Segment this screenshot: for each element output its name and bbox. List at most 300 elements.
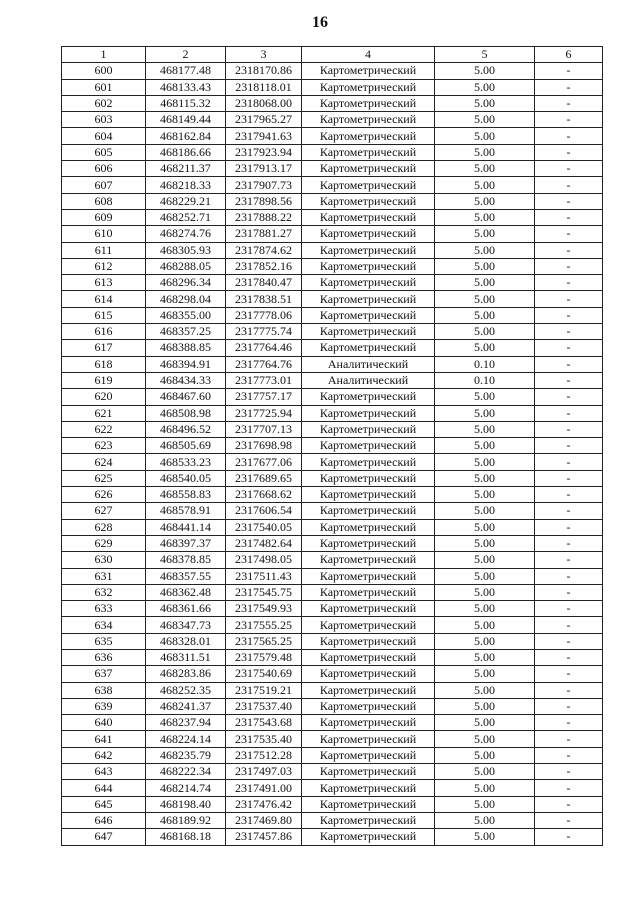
table-row <box>62 356 603 372</box>
description-cell: - <box>535 503 603 519</box>
x-coordinate-cell: 468357.55 <box>146 568 226 584</box>
column-header: 5 <box>435 47 535 63</box>
description-cell: - <box>535 731 603 747</box>
description-cell: - <box>535 568 603 584</box>
y-coordinate-cell: 2317773.01 <box>226 372 302 388</box>
y-coordinate-cell: 2317698.98 <box>226 438 302 454</box>
accuracy-cell: 5.00 <box>435 747 535 763</box>
method-cell: Картометрический <box>302 519 435 535</box>
column-header: 6 <box>535 47 603 63</box>
y-coordinate-cell: 2317549.93 <box>226 601 302 617</box>
accuracy-cell: 5.00 <box>435 470 535 486</box>
point-number-cell: 625 <box>62 470 146 486</box>
point-number-cell: 637 <box>62 666 146 682</box>
method-cell: Картометрический <box>302 617 435 633</box>
table-row <box>62 698 603 714</box>
description-cell: - <box>535 764 603 780</box>
x-coordinate-cell: 468235.79 <box>146 747 226 763</box>
method-cell: Картометрический <box>302 633 435 649</box>
table-row <box>62 454 603 470</box>
description-cell: - <box>535 340 603 356</box>
method-cell: Картометрический <box>302 535 435 551</box>
point-number-cell: 623 <box>62 438 146 454</box>
description-cell: - <box>535 454 603 470</box>
method-cell: Картометрический <box>302 193 435 209</box>
point-number-cell: 643 <box>62 764 146 780</box>
method-cell: Картометрический <box>302 649 435 665</box>
accuracy-cell: 5.00 <box>435 389 535 405</box>
accuracy-cell: 5.00 <box>435 193 535 209</box>
point-number-cell: 631 <box>62 568 146 584</box>
point-number-cell: 607 <box>62 177 146 193</box>
y-coordinate-cell: 2317606.54 <box>226 503 302 519</box>
point-number-cell: 618 <box>62 356 146 372</box>
point-number-cell: 604 <box>62 128 146 144</box>
table-row <box>62 666 603 682</box>
table-row <box>62 617 603 633</box>
y-coordinate-cell: 2317540.69 <box>226 666 302 682</box>
x-coordinate-cell: 468214.74 <box>146 780 226 796</box>
accuracy-cell: 5.00 <box>435 112 535 128</box>
method-cell: Картометрический <box>302 438 435 454</box>
y-coordinate-cell: 2317668.62 <box>226 487 302 503</box>
method-cell: Картометрический <box>302 291 435 307</box>
y-coordinate-cell: 2317457.86 <box>226 829 302 845</box>
accuracy-cell: 5.00 <box>435 829 535 845</box>
x-coordinate-cell: 468222.34 <box>146 764 226 780</box>
y-coordinate-cell: 2317775.74 <box>226 324 302 340</box>
y-coordinate-cell: 2317555.25 <box>226 617 302 633</box>
accuracy-cell: 5.00 <box>435 177 535 193</box>
x-coordinate-cell: 468241.37 <box>146 698 226 714</box>
description-cell: - <box>535 552 603 568</box>
point-number-cell: 647 <box>62 829 146 845</box>
description-cell: - <box>535 405 603 421</box>
method-cell: Картометрический <box>302 307 435 323</box>
x-coordinate-cell: 468441.14 <box>146 519 226 535</box>
accuracy-cell: 5.00 <box>435 666 535 682</box>
y-coordinate-cell: 2317888.22 <box>226 209 302 225</box>
table-row <box>62 584 603 600</box>
x-coordinate-cell: 468578.91 <box>146 503 226 519</box>
table-row <box>62 161 603 177</box>
method-cell: Картометрический <box>302 324 435 340</box>
accuracy-cell: 5.00 <box>435 275 535 291</box>
accuracy-cell: 5.00 <box>435 95 535 111</box>
method-cell: Картометрический <box>302 112 435 128</box>
point-number-cell: 645 <box>62 796 146 812</box>
accuracy-cell: 5.00 <box>435 161 535 177</box>
x-coordinate-cell: 468347.73 <box>146 617 226 633</box>
description-cell: - <box>535 812 603 828</box>
method-cell: Картометрический <box>302 177 435 193</box>
y-coordinate-cell: 2317540.05 <box>226 519 302 535</box>
x-coordinate-cell: 468237.94 <box>146 715 226 731</box>
point-number-cell: 629 <box>62 535 146 551</box>
table-row <box>62 812 603 828</box>
point-number-cell: 644 <box>62 780 146 796</box>
point-number-cell: 640 <box>62 715 146 731</box>
y-coordinate-cell: 2318170.86 <box>226 63 302 79</box>
point-number-cell: 636 <box>62 649 146 665</box>
method-cell: Картометрический <box>302 715 435 731</box>
method-cell: Картометрический <box>302 568 435 584</box>
y-coordinate-cell: 2317565.25 <box>226 633 302 649</box>
accuracy-cell: 5.00 <box>435 487 535 503</box>
description-cell: - <box>535 95 603 111</box>
table-row <box>62 747 603 763</box>
accuracy-cell: 5.00 <box>435 633 535 649</box>
method-cell: Картометрический <box>302 747 435 763</box>
accuracy-cell: 5.00 <box>435 405 535 421</box>
table-row <box>62 144 603 160</box>
y-coordinate-cell: 2317511.43 <box>226 568 302 584</box>
accuracy-cell: 5.00 <box>435 128 535 144</box>
method-cell: Аналитический <box>302 372 435 388</box>
x-coordinate-cell: 468283.86 <box>146 666 226 682</box>
y-coordinate-cell: 2318118.01 <box>226 79 302 95</box>
table-row <box>62 405 603 421</box>
y-coordinate-cell: 2317852.16 <box>226 258 302 274</box>
x-coordinate-cell: 468162.84 <box>146 128 226 144</box>
method-cell: Картометрический <box>302 405 435 421</box>
x-coordinate-cell: 468305.93 <box>146 242 226 258</box>
x-coordinate-cell: 468168.18 <box>146 829 226 845</box>
point-number-cell: 646 <box>62 812 146 828</box>
y-coordinate-cell: 2317543.68 <box>226 715 302 731</box>
description-cell: - <box>535 258 603 274</box>
y-coordinate-cell: 2317482.64 <box>226 535 302 551</box>
y-coordinate-cell: 2317838.51 <box>226 291 302 307</box>
x-coordinate-cell: 468189.92 <box>146 812 226 828</box>
x-coordinate-cell: 468274.76 <box>146 226 226 242</box>
point-number-cell: 601 <box>62 79 146 95</box>
y-coordinate-cell: 2317469.80 <box>226 812 302 828</box>
y-coordinate-cell: 2317476.42 <box>226 796 302 812</box>
x-coordinate-cell: 468177.48 <box>146 63 226 79</box>
y-coordinate-cell: 2317923.94 <box>226 144 302 160</box>
point-number-cell: 626 <box>62 487 146 503</box>
method-cell: Картометрический <box>302 95 435 111</box>
description-cell: - <box>535 438 603 454</box>
table-row <box>62 731 603 747</box>
y-coordinate-cell: 2317965.27 <box>226 112 302 128</box>
method-cell: Картометрический <box>302 421 435 437</box>
description-cell: - <box>535 356 603 372</box>
table-row <box>62 764 603 780</box>
point-number-cell: 616 <box>62 324 146 340</box>
accuracy-cell: 5.00 <box>435 796 535 812</box>
x-coordinate-cell: 468218.33 <box>146 177 226 193</box>
description-cell: - <box>535 209 603 225</box>
description-cell: - <box>535 112 603 128</box>
table-row <box>62 258 603 274</box>
y-coordinate-cell: 2317689.65 <box>226 470 302 486</box>
point-number-cell: 634 <box>62 617 146 633</box>
table-row <box>62 552 603 568</box>
accuracy-cell: 5.00 <box>435 519 535 535</box>
accuracy-cell: 5.00 <box>435 715 535 731</box>
description-cell: - <box>535 307 603 323</box>
description-cell: - <box>535 226 603 242</box>
method-cell: Картометрический <box>302 340 435 356</box>
description-cell: - <box>535 177 603 193</box>
table-row <box>62 307 603 323</box>
accuracy-cell: 5.00 <box>435 226 535 242</box>
x-coordinate-cell: 468540.05 <box>146 470 226 486</box>
x-coordinate-cell: 468115.32 <box>146 95 226 111</box>
table-row <box>62 438 603 454</box>
x-coordinate-cell: 468229.21 <box>146 193 226 209</box>
x-coordinate-cell: 468467.60 <box>146 389 226 405</box>
x-coordinate-cell: 468252.71 <box>146 209 226 225</box>
x-coordinate-cell: 468252.35 <box>146 682 226 698</box>
point-number-cell: 619 <box>62 372 146 388</box>
method-cell: Картометрический <box>302 764 435 780</box>
point-number-cell: 638 <box>62 682 146 698</box>
y-coordinate-cell: 2317881.27 <box>226 226 302 242</box>
description-cell: - <box>535 682 603 698</box>
table-row <box>62 519 603 535</box>
x-coordinate-cell: 468505.69 <box>146 438 226 454</box>
y-coordinate-cell: 2317725.94 <box>226 405 302 421</box>
description-cell: - <box>535 780 603 796</box>
table-row <box>62 340 603 356</box>
accuracy-cell: 5.00 <box>435 242 535 258</box>
x-coordinate-cell: 468311.51 <box>146 649 226 665</box>
y-coordinate-cell: 2317898.56 <box>226 193 302 209</box>
table-row <box>62 601 603 617</box>
description-cell: - <box>535 796 603 812</box>
y-coordinate-cell: 2317707.13 <box>226 421 302 437</box>
y-coordinate-cell: 2317512.28 <box>226 747 302 763</box>
table-header-row <box>62 47 603 63</box>
description-cell: - <box>535 275 603 291</box>
x-coordinate-cell: 468496.52 <box>146 421 226 437</box>
page-number: 16 <box>312 14 328 31</box>
accuracy-cell: 5.00 <box>435 209 535 225</box>
x-coordinate-cell: 468357.25 <box>146 324 226 340</box>
point-number-cell: 613 <box>62 275 146 291</box>
accuracy-cell: 5.00 <box>435 812 535 828</box>
method-cell: Картометрический <box>302 682 435 698</box>
accuracy-cell: 5.00 <box>435 764 535 780</box>
point-number-cell: 630 <box>62 552 146 568</box>
description-cell: - <box>535 161 603 177</box>
table-row <box>62 421 603 437</box>
x-coordinate-cell: 468224.14 <box>146 731 226 747</box>
y-coordinate-cell: 2317545.75 <box>226 584 302 600</box>
description-cell: - <box>535 193 603 209</box>
x-coordinate-cell: 468434.33 <box>146 372 226 388</box>
x-coordinate-cell: 468558.83 <box>146 487 226 503</box>
accuracy-cell: 5.00 <box>435 568 535 584</box>
method-cell: Картометрический <box>302 780 435 796</box>
x-coordinate-cell: 468394.91 <box>146 356 226 372</box>
y-coordinate-cell: 2317757.17 <box>226 389 302 405</box>
coordinates-table <box>61 46 603 846</box>
method-cell: Картометрический <box>302 552 435 568</box>
method-cell: Картометрический <box>302 584 435 600</box>
table-row <box>62 291 603 307</box>
accuracy-cell: 5.00 <box>435 454 535 470</box>
y-coordinate-cell: 2317491.00 <box>226 780 302 796</box>
y-coordinate-cell: 2317941.63 <box>226 128 302 144</box>
table-row <box>62 95 603 111</box>
accuracy-cell: 5.00 <box>435 698 535 714</box>
table-row <box>62 470 603 486</box>
method-cell: Картометрический <box>302 242 435 258</box>
point-number-cell: 633 <box>62 601 146 617</box>
point-number-cell: 609 <box>62 209 146 225</box>
table-row <box>62 275 603 291</box>
description-cell: - <box>535 128 603 144</box>
method-cell: Картометрический <box>302 698 435 714</box>
point-number-cell: 628 <box>62 519 146 535</box>
point-number-cell: 612 <box>62 258 146 274</box>
x-coordinate-cell: 468298.04 <box>146 291 226 307</box>
table-row <box>62 780 603 796</box>
accuracy-cell: 5.00 <box>435 584 535 600</box>
point-number-cell: 622 <box>62 421 146 437</box>
y-coordinate-cell: 2317913.17 <box>226 161 302 177</box>
x-coordinate-cell: 468397.37 <box>146 535 226 551</box>
accuracy-cell: 5.00 <box>435 324 535 340</box>
point-number-cell: 621 <box>62 405 146 421</box>
description-cell: - <box>535 144 603 160</box>
accuracy-cell: 5.00 <box>435 307 535 323</box>
y-coordinate-cell: 2317498.05 <box>226 552 302 568</box>
method-cell: Картометрический <box>302 161 435 177</box>
y-coordinate-cell: 2317840.47 <box>226 275 302 291</box>
description-cell: - <box>535 698 603 714</box>
table-row <box>62 63 603 79</box>
point-number-cell: 635 <box>62 633 146 649</box>
method-cell: Картометрический <box>302 63 435 79</box>
point-number-cell: 614 <box>62 291 146 307</box>
description-cell: - <box>535 242 603 258</box>
x-coordinate-cell: 468533.23 <box>146 454 226 470</box>
x-coordinate-cell: 468361.66 <box>146 601 226 617</box>
x-coordinate-cell: 468211.37 <box>146 161 226 177</box>
description-cell: - <box>535 584 603 600</box>
column-header: 2 <box>146 47 226 63</box>
table-row <box>62 79 603 95</box>
description-cell: - <box>535 487 603 503</box>
point-number-cell: 639 <box>62 698 146 714</box>
description-cell: - <box>535 519 603 535</box>
x-coordinate-cell: 468362.48 <box>146 584 226 600</box>
method-cell: Картометрический <box>302 731 435 747</box>
table-row <box>62 649 603 665</box>
table-row <box>62 389 603 405</box>
accuracy-cell: 5.00 <box>435 780 535 796</box>
table-row <box>62 535 603 551</box>
y-coordinate-cell: 2317535.40 <box>226 731 302 747</box>
x-coordinate-cell: 468355.00 <box>146 307 226 323</box>
description-cell: - <box>535 617 603 633</box>
description-cell: - <box>535 63 603 79</box>
table-row <box>62 177 603 193</box>
x-coordinate-cell: 468328.01 <box>146 633 226 649</box>
x-coordinate-cell: 468378.85 <box>146 552 226 568</box>
accuracy-cell: 5.00 <box>435 731 535 747</box>
method-cell: Картометрический <box>302 226 435 242</box>
accuracy-cell: 0.10 <box>435 372 535 388</box>
description-cell: - <box>535 649 603 665</box>
x-coordinate-cell: 468296.34 <box>146 275 226 291</box>
point-number-cell: 611 <box>62 242 146 258</box>
table-body <box>62 63 603 845</box>
accuracy-cell: 5.00 <box>435 503 535 519</box>
table-row <box>62 568 603 584</box>
description-cell: - <box>535 601 603 617</box>
description-cell: - <box>535 470 603 486</box>
accuracy-cell: 5.00 <box>435 291 535 307</box>
column-header: 1 <box>62 47 146 63</box>
table-row <box>62 226 603 242</box>
column-header: 4 <box>302 47 435 63</box>
point-number-cell: 615 <box>62 307 146 323</box>
x-coordinate-cell: 468198.40 <box>146 796 226 812</box>
table-row <box>62 242 603 258</box>
point-number-cell: 608 <box>62 193 146 209</box>
y-coordinate-cell: 2317778.06 <box>226 307 302 323</box>
accuracy-cell: 5.00 <box>435 649 535 665</box>
method-cell: Картометрический <box>302 144 435 160</box>
accuracy-cell: 5.00 <box>435 340 535 356</box>
method-cell: Картометрический <box>302 601 435 617</box>
point-number-cell: 617 <box>62 340 146 356</box>
point-number-cell: 620 <box>62 389 146 405</box>
description-cell: - <box>535 535 603 551</box>
table-row <box>62 128 603 144</box>
point-number-cell: 606 <box>62 161 146 177</box>
x-coordinate-cell: 468288.05 <box>146 258 226 274</box>
table-row <box>62 112 603 128</box>
method-cell: Аналитический <box>302 356 435 372</box>
description-cell: - <box>535 291 603 307</box>
y-coordinate-cell: 2317497.03 <box>226 764 302 780</box>
method-cell: Картометрический <box>302 487 435 503</box>
table-row <box>62 193 603 209</box>
y-coordinate-cell: 2318068.00 <box>226 95 302 111</box>
point-number-cell: 602 <box>62 95 146 111</box>
method-cell: Картометрический <box>302 829 435 845</box>
description-cell: - <box>535 79 603 95</box>
accuracy-cell: 5.00 <box>435 79 535 95</box>
y-coordinate-cell: 2317677.06 <box>226 454 302 470</box>
accuracy-cell: 5.00 <box>435 258 535 274</box>
point-number-cell: 603 <box>62 112 146 128</box>
point-number-cell: 624 <box>62 454 146 470</box>
accuracy-cell: 5.00 <box>435 617 535 633</box>
method-cell: Картометрический <box>302 275 435 291</box>
table-row <box>62 796 603 812</box>
y-coordinate-cell: 2317764.46 <box>226 340 302 356</box>
y-coordinate-cell: 2317519.21 <box>226 682 302 698</box>
description-cell: - <box>535 372 603 388</box>
accuracy-cell: 5.00 <box>435 63 535 79</box>
method-cell: Картометрический <box>302 209 435 225</box>
x-coordinate-cell: 468133.43 <box>146 79 226 95</box>
description-cell: - <box>535 421 603 437</box>
accuracy-cell: 5.00 <box>435 682 535 698</box>
y-coordinate-cell: 2317537.40 <box>226 698 302 714</box>
column-header: 3 <box>226 47 302 63</box>
y-coordinate-cell: 2317579.48 <box>226 649 302 665</box>
description-cell: - <box>535 829 603 845</box>
